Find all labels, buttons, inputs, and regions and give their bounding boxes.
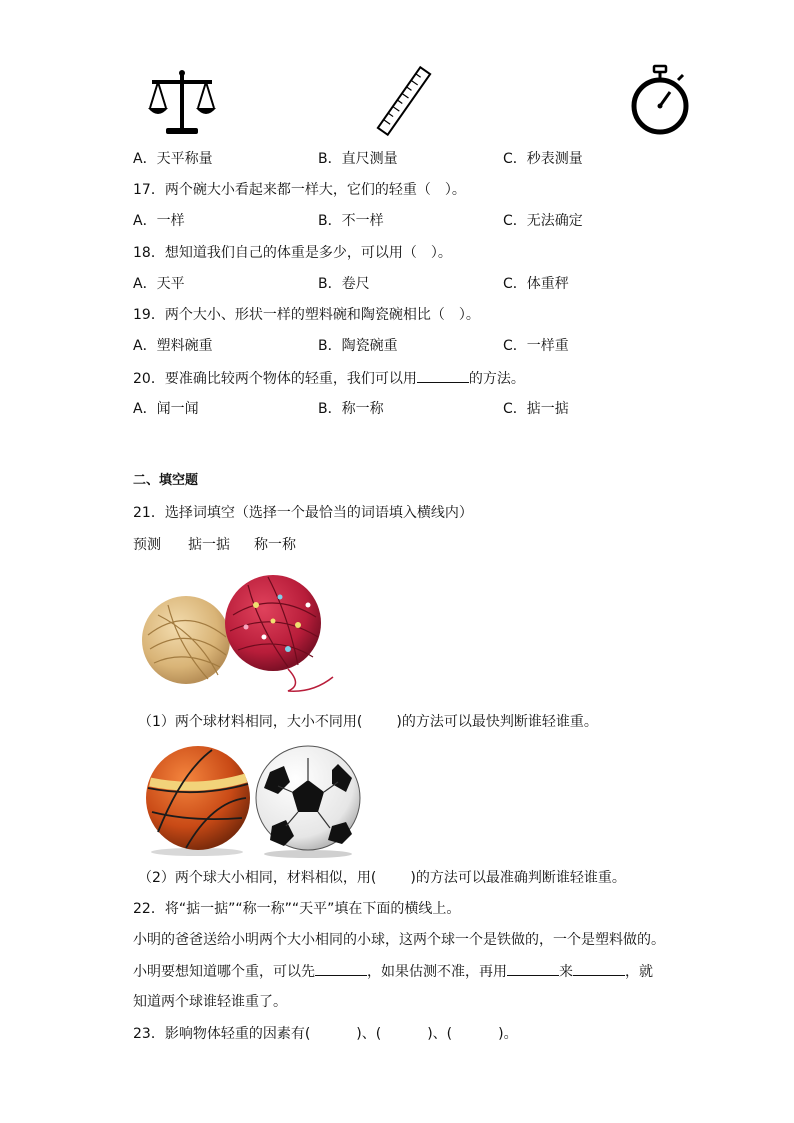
q21-word-1: 预测: [133, 537, 161, 553]
q20-stem: [133, 368, 525, 389]
q23-part3: )、(: [427, 1026, 453, 1042]
q22-line3: 知道两个球谁轻谁重了。: [133, 994, 287, 1010]
q16-option-a: A．天平称量: [133, 151, 213, 167]
q21-sub2: [138, 868, 626, 888]
q18-stem: 18．想知道我们自己的体重是多少，可以用（ ）。: [133, 245, 452, 261]
q21-sub2-before: （2）两个球大小相同，材料相似，用(: [138, 870, 377, 886]
q22-line2: [133, 961, 653, 982]
q20-option-a: A．闻一闻: [133, 401, 199, 417]
q19-option-b: B．陶瓷碗重: [318, 338, 398, 354]
balls-image: [142, 742, 364, 858]
q19-option-a: A．塑料碗重: [133, 338, 213, 354]
q22-line2-part3: 来: [559, 964, 573, 980]
q20-answer-blank[interactable]: [417, 368, 469, 383]
q23-part1: 23．影响物体轻重的因素有(: [133, 1026, 311, 1042]
q21-word-2: 掂一掂: [188, 537, 230, 553]
q21-sub1-before: （1）两个球材料相同，大小不同用(: [138, 714, 363, 730]
q22-line2-part1: 小明要想知道哪个重，可以先: [133, 964, 315, 980]
ruler-icon: [376, 64, 432, 138]
q22-line2-part4: ，就: [625, 964, 653, 980]
q22-line1: 小明的爸爸送给小明两个大小相同的小球，这两个球一个是铁做的，一个是塑料做的。: [133, 932, 665, 948]
balance-scale-icon: [146, 68, 218, 136]
q20-stem-after: 的方法。: [468, 371, 525, 387]
q17-option-b: B．不一样: [318, 213, 384, 229]
q22-blank-2[interactable]: [507, 961, 559, 976]
q22-blank-1[interactable]: [315, 961, 367, 976]
q19-option-c: C．一样重: [503, 338, 569, 354]
q18-option-a: A．天平: [133, 276, 185, 292]
q19-stem: 19．两个大小、形状一样的塑料碗和陶瓷碗相比（ ）。: [133, 307, 480, 323]
q22-blank-3[interactable]: [573, 961, 625, 976]
q21-sub1: [138, 712, 598, 732]
q20-option-b: B．称一称: [318, 401, 384, 417]
q21-sub1-after: )的方法可以最快判断谁轻谁重。: [396, 714, 598, 730]
q16-option-b: B．直尺测量: [318, 151, 398, 167]
q22-line2-part2: ，如果估测不准，再用: [367, 964, 507, 980]
q22-stem: 22．将“掂一掂”“称一称”“天平”填在下面的横线上。: [133, 901, 461, 917]
q21-sub2-after: )的方法可以最准确判断谁轻谁重。: [410, 870, 626, 886]
stopwatch-icon: [630, 64, 690, 136]
q17-stem: 17．两个碗大小看起来都一样大，它们的轻重（ ）。: [133, 182, 466, 198]
q16-option-c: C．秒表测量: [503, 151, 583, 167]
q18-option-b: B．卷尺: [318, 276, 370, 292]
q23-part4: )。: [498, 1026, 518, 1042]
q18-option-c: C．体重秤: [503, 276, 569, 292]
q17-option-c: C．无法确定: [503, 213, 583, 229]
q21-stem: 21．选择词填空（选择一个最恰当的词语填入横线内）: [133, 505, 473, 521]
q20-stem-before: 20．要准确比较两个物体的轻重，我们可以用: [133, 371, 417, 387]
q17-option-a: A．一样: [133, 213, 185, 229]
q23-stem: [133, 1024, 518, 1044]
q23-part2: )、(: [356, 1026, 382, 1042]
section-title: 二、填空题: [133, 473, 199, 488]
q20-option-c: C．掂一掂: [503, 401, 569, 417]
q21-word-3: 称一称: [254, 537, 296, 553]
yarn-balls-image: [138, 565, 342, 695]
